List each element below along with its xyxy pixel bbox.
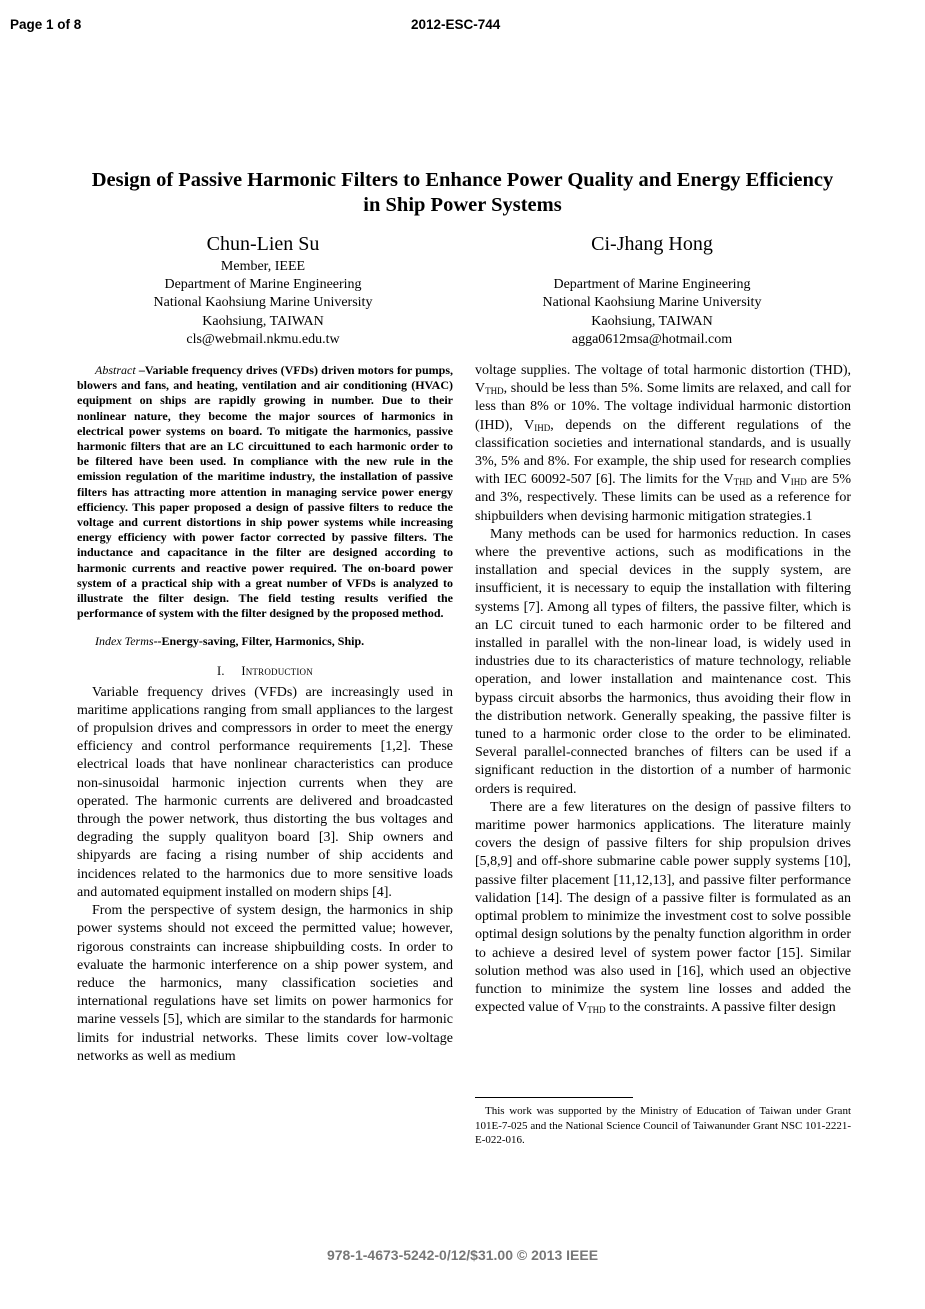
author-location: Kaohsiung, TAIWAN	[591, 313, 713, 329]
index-terms	[77, 634, 453, 649]
author-role: Member, IEEE	[220, 259, 306, 274]
text-run: voltage supplies. The voltage of total harmonic distortion (THD), V	[475, 363, 851, 397]
subscript: IHD	[790, 477, 807, 488]
title-line-2: in Ship Power Systems	[363, 194, 562, 216]
text-run: are 5% and 3%, respectively. These limits can be used as a reference for shipbuilders when devising harmonic mitigation strategies.1	[475, 472, 851, 524]
author-university: National Kaohsiung Marine University	[153, 295, 373, 311]
section-number: I.	[217, 663, 225, 678]
text-run: , depends on the different regulations of the classification societies and international standards, and is usually 3%, 5% and 8%. For example, the ship used for research complies with IEC 60092-507 [6]. The limits for the V	[475, 417, 851, 488]
paragraph: From the perspective of system design, the harmonics in ship power systems should not exceed the permitted value; however, rigorous constraints can increase shipbuilding costs. In order to evaluate the harmonic interference on a ship power system, and reduce the harmonics, many classification societies and international regulations have set limits on power harmonics for marine vessels [5], which are similar to the standards for harmonic limits for industrial networks. These limits cover low-voltage networks as well as medium	[77, 903, 453, 1064]
author-name: Ci-Jhang Hong	[591, 233, 713, 255]
paragraph	[475, 362, 851, 526]
index-terms-text: --Energy-saving, Filter, Harmonics, Ship.	[153, 634, 365, 649]
text-run: There are a few literatures on the design of passive filters to maritime power harmonics applications. The literature mainly covers the design of passive filters for ship propulsion drives [5,8,9] and off-shore submarine cable power supply systems [10], passive filter placement [11,12,13], and passive filter performance validation [14]. The design of a passive filter is formulated as an optimal problem to minimize the investment cost to solve possible optimal design solutions by the penalty function algorithm in order to achieve a desired level of system power factor [15]. Similar solution method was also used in [16], which used an objective function to minimize the system line losses and added the expected value of V	[475, 799, 851, 1016]
page-number: Page 1 of 8	[10, 17, 82, 32]
page-footer: 978-1-4673-5242-0/12/$31.00 © 2013 IEEE	[326, 1247, 599, 1263]
abstract	[77, 363, 453, 621]
abstract-label: Abstract	[95, 363, 136, 377]
text-run: and V	[752, 472, 791, 488]
author-block-1	[78, 232, 448, 349]
author-role-spacer	[467, 258, 837, 276]
author-name: Chun-Lien Su	[206, 233, 320, 255]
subscript: THD	[485, 386, 504, 397]
author-department: Department of Marine Engineering	[553, 277, 751, 293]
abstract-text: –Variable frequency drives (VFDs) driven motors for pumps, blowers and fans, and heating, ventilation and air conditioning (HVAC) equipment on ships are rapidly growing in number. Due to their nonlinear nature, they become the major sources of harmonics in electrical power systems on board. To mitigate the harmonics, passive harmonic filters that are an LC circuittuned to each harmonic order to be filtered have been used. In compliance with the new rule in the emission regulation of the maritime industry, the installation of passive filters has attracting more attention in managing service power energy efficiency. This paper proposed a design of passive filters to reduce the voltage and current distortions in ship power systems while increasing energy efficiency with power factor corrected by passive filters. The inductance and capacitance in the filter are designed according to harmonic currents and reactive power required. The on-board power system of a practical ship with a great number of VFDs is analyzed to illustrate the filter design. The field testing results verified the performance of system with the filter designed by the proposed method.	[77, 363, 453, 621]
subscript: THD	[733, 477, 753, 488]
section-heading	[77, 664, 453, 679]
index-terms-label: Index Terms	[95, 634, 154, 649]
text-run: , should be less than 5%. Some limits are relaxed, and call for less than 8% or 10%. The voltage individual harmonic distortion (IHD), V	[475, 381, 851, 433]
subscript: IHD	[534, 422, 551, 433]
paragraph: Variable frequency drives (VFDs) are increasingly used in maritime applications ranging from small appliances to the largest of propulsion drives and compressors in order to meet the energy efficiency and control performance requirements [1,2]. These electrical loads that have nonlinear characteristics can produce non-sinusoidal harmonic injection currents when they are operated. The harmonic currents are delivered and broadcasted through the power network, thus distorting the bus voltages and degrading the supply qualityon board [3]. Ship owners and shipyards are facing a rising number of ship accidents and incidences related to the harmonics due to more sensitive loads and automated equipment installed on modern ships [4].	[77, 684, 453, 900]
author-location: Kaohsiung, TAIWAN	[202, 313, 324, 329]
paper-title	[40, 168, 885, 218]
subscript: THD	[587, 1005, 606, 1016]
footnote-rule	[475, 1097, 633, 1098]
title-line-1: Design of Passive Harmonic Filters to Enhance Power Quality and Energy Efficiency	[91, 169, 834, 191]
text-run: to the constraints. A passive filter design	[605, 1000, 836, 1016]
section-title: Introduction	[241, 663, 313, 678]
author-department: Department of Marine Engineering	[164, 277, 362, 293]
author-email: agga0612msa@hotmail.com	[571, 331, 733, 347]
left-column	[77, 363, 453, 1066]
right-column	[475, 362, 851, 1017]
paper-code: 2012-ESC-744	[411, 17, 501, 32]
paragraph: Many methods can be used for harmonics reduction. In cases where the preventive actions, such as modifications in the installation and special devices in the supply system, are insufficient, it is necessary to equip the installation with filtering systems [7]. Among all types of filters, the passive filter, which is an LC circuit tuned to each harmonic order to be filtered and installed in parallel with the non-linear load, is widely used in industries due to its characteristics of mature technology, reliable operation, and lower installation and maintenance cost. This bypass circuit absorbs the harmonics, thus avoiding their flow in the distribution network. Generally speaking, the passive filter is tuned to a harmonic order close to the order to be eliminated. Several parallel-connected branches of filters can be used if a significant reduction in the distortion of a number of harmonic orders is required.	[475, 526, 851, 797]
author-block-2	[467, 232, 837, 349]
footnote: This work was supported by the Ministry of Education of Taiwan under Grant 101E-7-025 and the National Science Council of Taiwanunder Grant NSC 101-2221-E-022-016.	[475, 1105, 851, 1146]
paragraph	[475, 799, 851, 1017]
author-email: cls@webmail.nkmu.edu.tw	[186, 331, 340, 347]
author-university: National Kaohsiung Marine University	[542, 295, 762, 311]
